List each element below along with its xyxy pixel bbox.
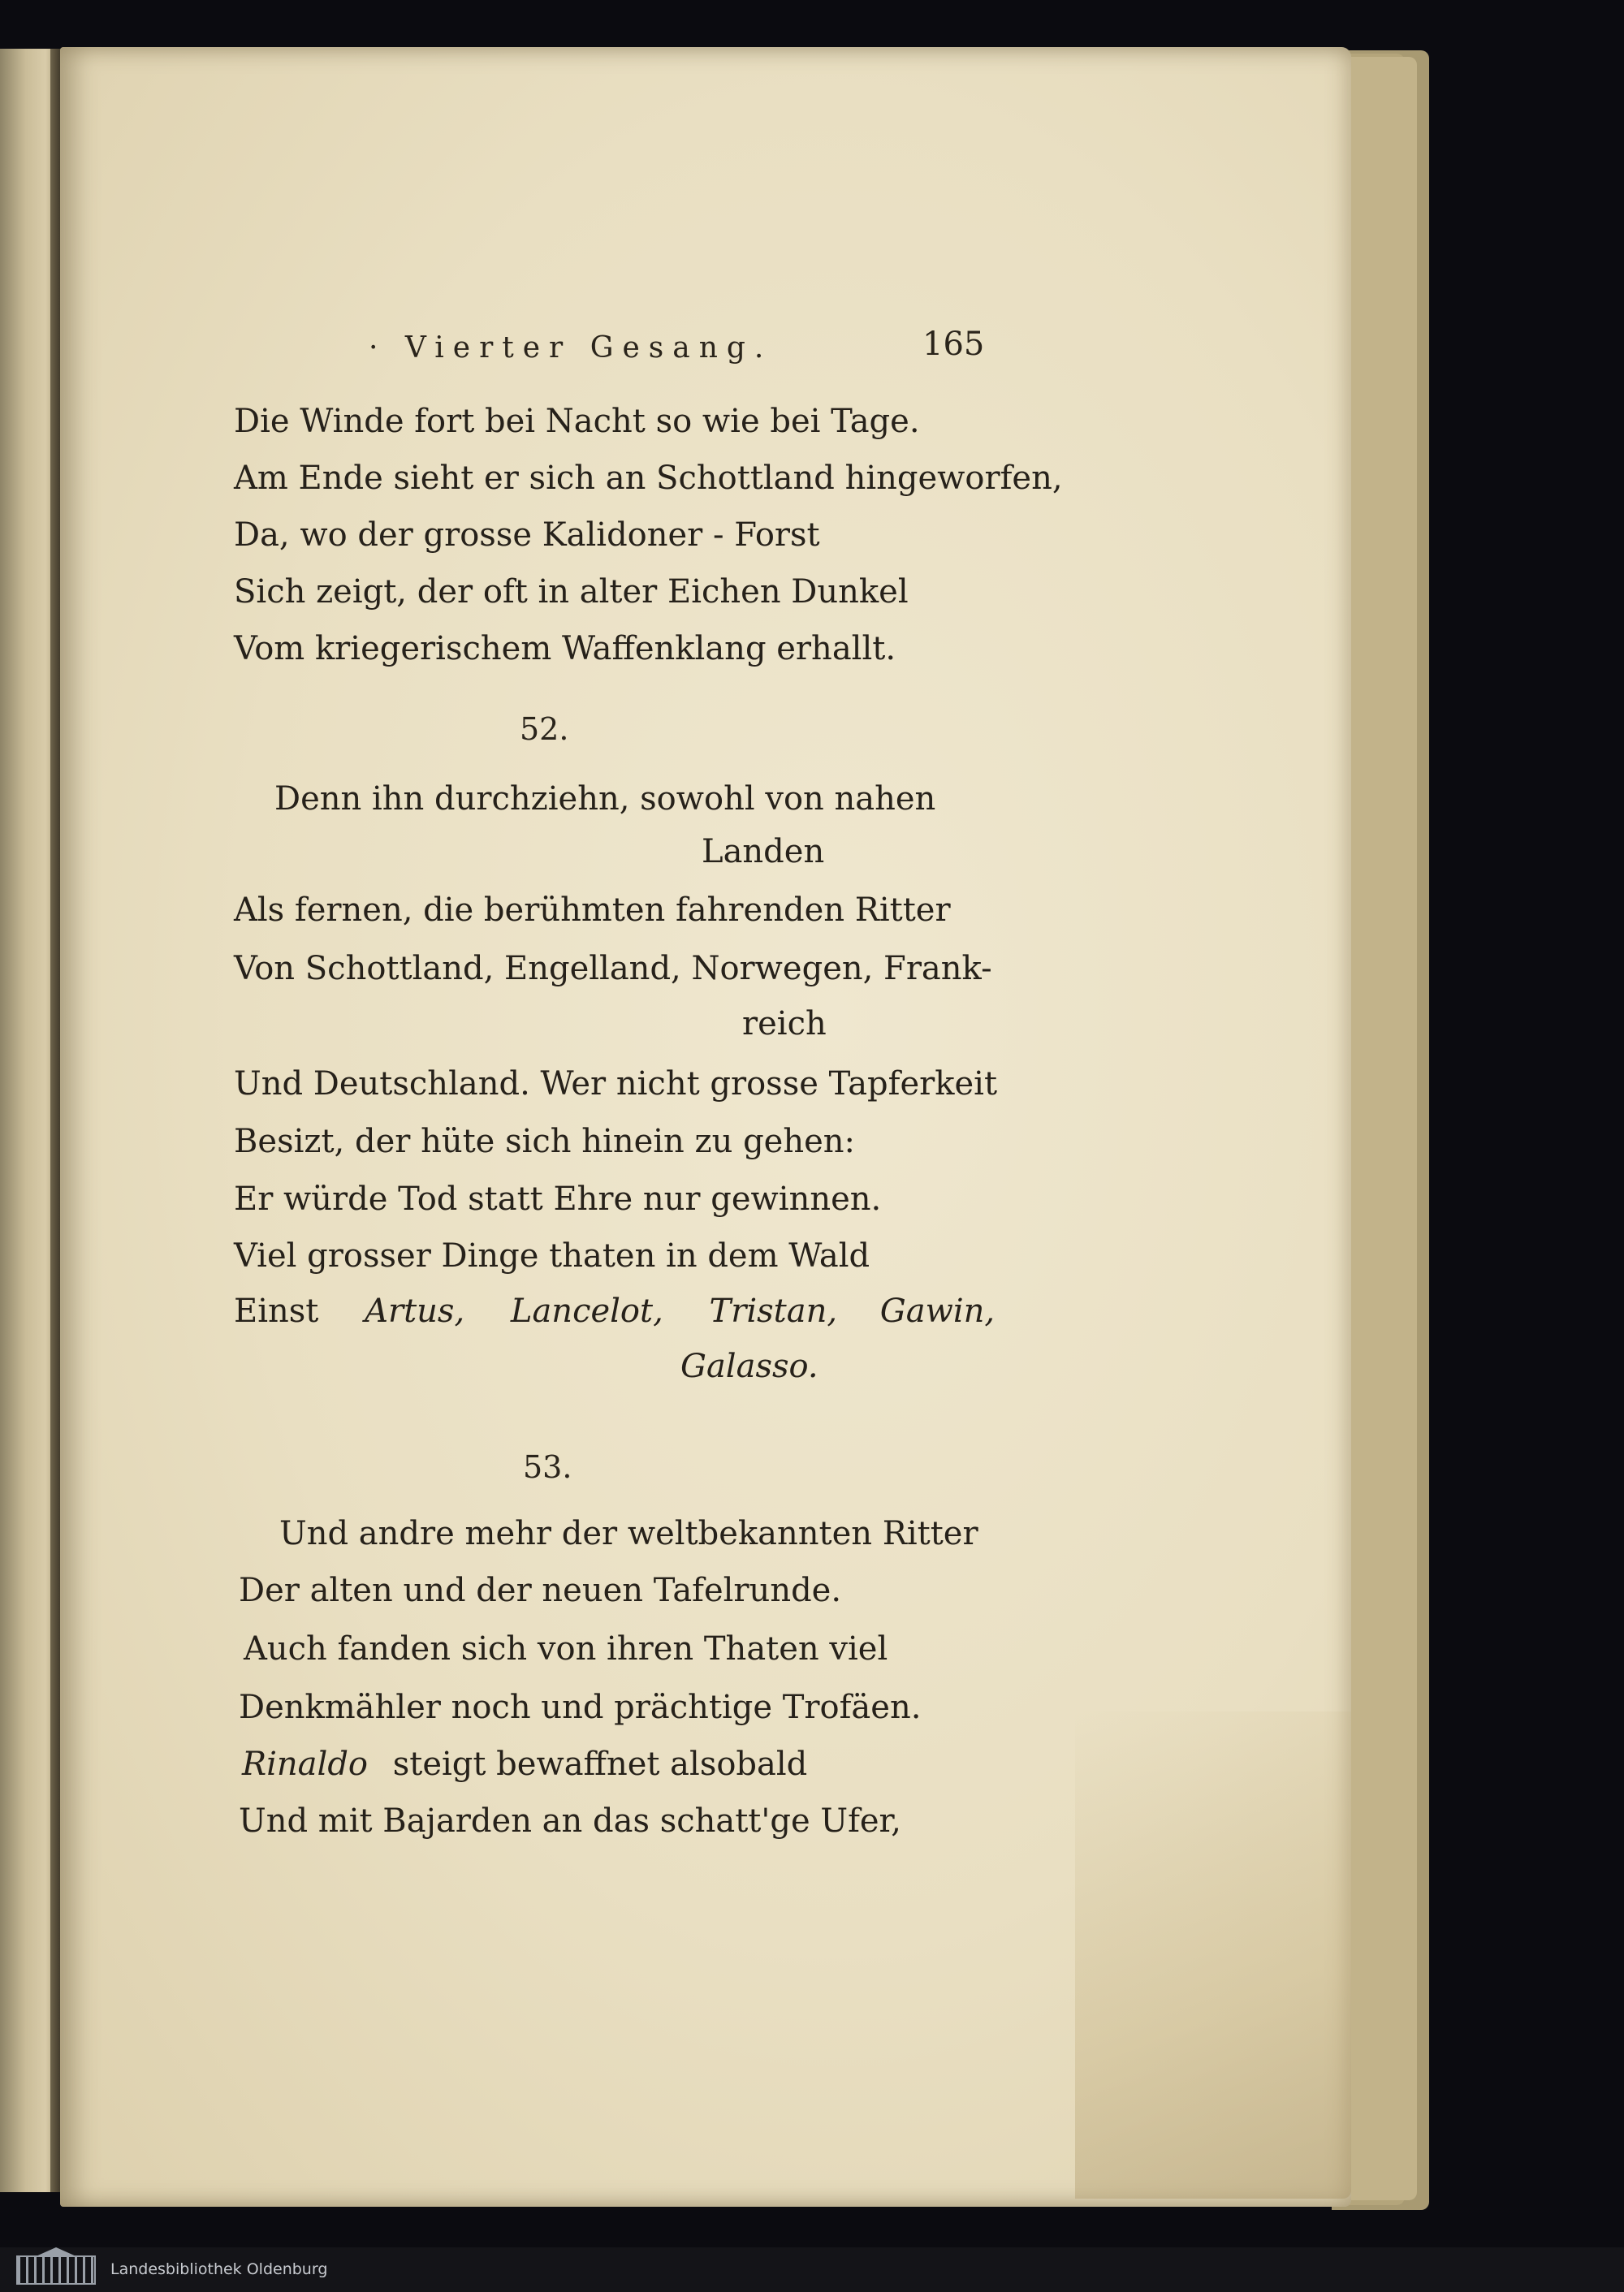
verse-line: Denkmähler noch und prächtige Trofäen.: [239, 1689, 922, 1726]
verse-line: Von Schottland, Engelland, Norwegen, Frank-: [234, 950, 992, 987]
verse-line: Er würde Tod statt Ehre nur gewinnen.: [234, 1181, 882, 1218]
verse-line-continuation: reich: [742, 1005, 827, 1042]
verse-line: [234, 1293, 995, 1330]
verse-line: Viel grosser Dinge thaten in dem Wald: [234, 1237, 870, 1275]
character-name: Tristan,: [709, 1293, 838, 1330]
verse-line: Der alten und der neuen Tafelrunde.: [239, 1572, 842, 1609]
running-head: · Vierter Gesang.: [369, 331, 773, 365]
verse-line: Besizt, der hüte sich hinein zu gehen:: [234, 1123, 856, 1160]
character-name: Galasso.: [680, 1348, 818, 1385]
page-number: 165: [922, 326, 985, 363]
character-name: Gawin,: [879, 1293, 996, 1330]
verse-line: Und mit Bajarden an das schatt'ge Ufer,: [239, 1802, 901, 1840]
stanza-number: 52.: [520, 711, 569, 747]
verse-line: Da, wo der grosse Kalidoner - Forst: [234, 516, 820, 554]
verse-line: Als fernen, die berühmten fahrenden Ritter: [234, 891, 951, 929]
stanza-number: 53.: [523, 1449, 572, 1485]
verse-line: Und andre mehr der weltbekannten Ritter: [279, 1515, 978, 1552]
verse-line: Denn ihn durchziehn, sowohl von nahen: [274, 780, 936, 818]
left-page-edge: [0, 49, 57, 2192]
footer-library-label: Landesbibliothek Oldenburg: [110, 2260, 328, 2278]
verse-line: Vom kriegerischem Waffenklang erhallt.: [234, 630, 896, 667]
verse-words: steigt bewaffnet alsobald: [392, 1746, 808, 1783]
verse-line: Auch fanden sich von ihren Thaten viel: [244, 1630, 888, 1668]
verse-line: Und Deutschland. Wer nicht grosse Tapferkeit: [234, 1065, 998, 1103]
book-page: [60, 47, 1351, 2207]
verse-line: Die Winde fort bei Nacht so wie bei Tage.: [234, 403, 920, 440]
library-building-icon: [16, 2255, 96, 2285]
verse-line-continuation: Landen: [702, 833, 825, 870]
verse-line: [242, 1746, 807, 1783]
verse-line: Sich zeigt, der oft in alter Eichen Dunkel: [234, 573, 909, 611]
character-name: Artus,: [365, 1293, 465, 1330]
verse-line-continuation: [680, 1348, 818, 1385]
verse-word: Einst: [234, 1293, 319, 1330]
verse-line: Am Ende sieht er sich an Schottland hingeworfen,: [234, 460, 1063, 497]
character-name: Rinaldo: [242, 1746, 368, 1783]
character-name: Lancelot,: [510, 1293, 663, 1330]
